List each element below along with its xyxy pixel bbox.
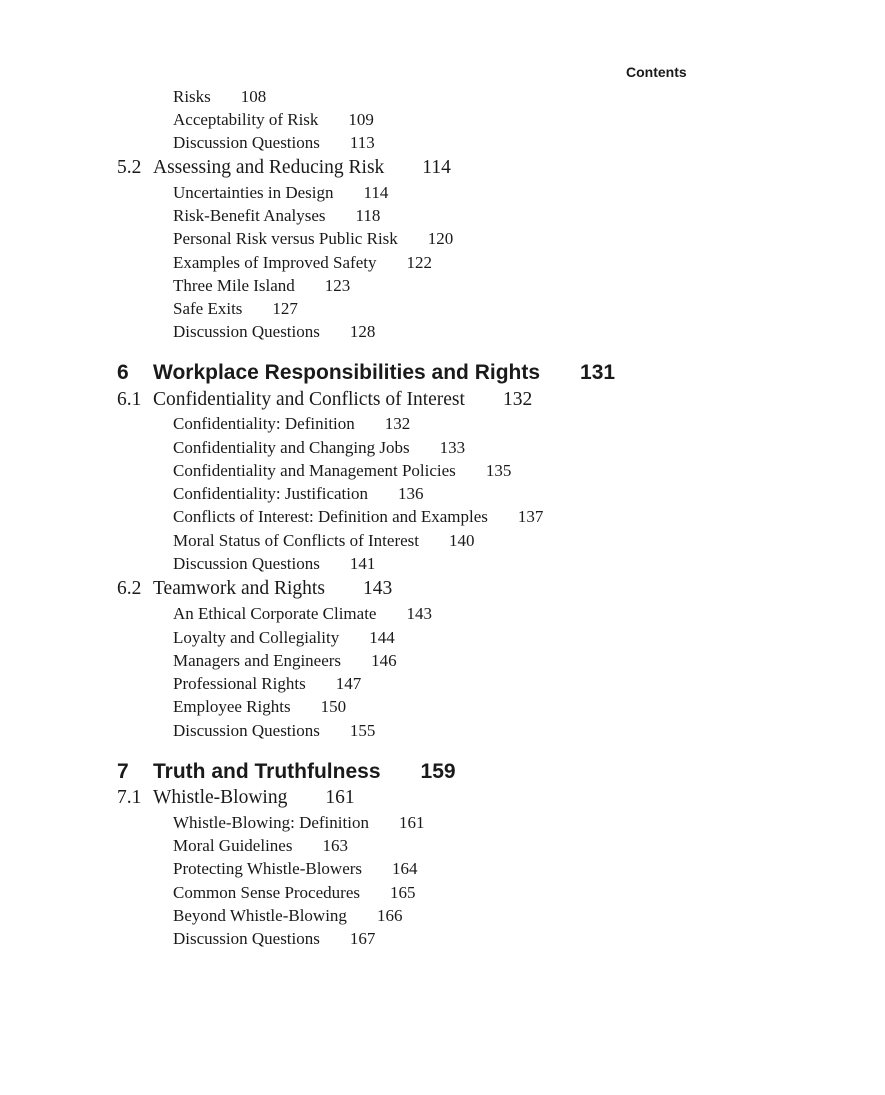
toc-subentry[interactable] (173, 253, 432, 273)
entry-page: 109 (348, 110, 374, 129)
entry-label: Protecting Whistle-Blowers (173, 859, 363, 878)
entry-page: 165 (389, 883, 416, 902)
toc-subentry[interactable] (173, 929, 375, 949)
toc-section[interactable] (117, 157, 451, 179)
toc-subentry[interactable] (173, 906, 402, 926)
toc-chapter[interactable] (117, 361, 615, 385)
toc-subentry[interactable] (173, 229, 453, 249)
entry-page: 123 (324, 276, 351, 295)
toc-subentry[interactable] (173, 674, 361, 694)
entry-page: 159 (420, 760, 456, 783)
entry-label: An Ethical Corporate Climate (173, 604, 377, 623)
entry-page: 133 (439, 438, 466, 457)
entry-page: 127 (272, 299, 298, 318)
entry-label: Three Mile Island (173, 276, 295, 295)
entry-page: 141 (349, 554, 376, 573)
entry-label: Workplace Responsibilities and Rights (153, 361, 541, 384)
chapter-number: 7 (117, 760, 129, 783)
entry-label: Risks (173, 87, 211, 106)
toc-section[interactable] (117, 578, 392, 600)
entry-label: Discussion Questions (173, 721, 320, 740)
toc-subentry[interactable] (173, 414, 410, 434)
section-number: 5.2 (117, 157, 142, 178)
toc-subentry[interactable] (173, 531, 475, 551)
running-head: Contents (626, 64, 687, 80)
toc-subentry[interactable] (173, 322, 375, 342)
entry-page: 128 (349, 322, 376, 341)
entry-label: Employee Rights (173, 697, 291, 716)
section-number: 6.2 (117, 578, 142, 599)
toc-subentry[interactable] (173, 507, 543, 527)
entry-page: 135 (485, 461, 512, 480)
section-number: 7.1 (117, 787, 142, 808)
toc-subentry[interactable] (173, 133, 375, 153)
toc-subentry[interactable] (173, 438, 465, 458)
entry-page: 143 (406, 604, 432, 623)
toc-subentry[interactable] (173, 87, 266, 107)
entry-label: Confidentiality: Definition (173, 414, 355, 433)
entry-page: 137 (517, 507, 544, 526)
toc-subentry[interactable] (173, 276, 350, 296)
toc-subentry[interactable] (173, 484, 424, 504)
toc-subentry[interactable] (173, 836, 348, 856)
entry-page: 161 (325, 787, 355, 808)
entry-label: Truth and Truthfulness (153, 760, 381, 783)
entry-page: 143 (362, 578, 393, 599)
entry-page: 120 (427, 229, 454, 248)
entry-page: 144 (369, 628, 395, 647)
toc-subentry[interactable] (173, 110, 374, 130)
entry-label: Assessing and Reducing Risk (153, 157, 385, 178)
toc-subentry[interactable] (173, 651, 397, 671)
toc-subentry[interactable] (173, 721, 375, 741)
entry-label: Discussion Questions (173, 929, 320, 948)
toc-subentry[interactable] (173, 628, 395, 648)
toc-subentry[interactable] (173, 697, 346, 717)
toc-subentry[interactable] (173, 206, 380, 226)
toc-subentry[interactable] (173, 859, 418, 879)
toc-chapter[interactable] (117, 760, 456, 784)
entry-label: Acceptability of Risk (173, 110, 319, 129)
toc-section[interactable] (117, 787, 355, 809)
toc-subentry[interactable] (173, 813, 424, 833)
entry-label: Moral Guidelines (173, 836, 293, 855)
entry-label: Examples of Improved Safety (173, 253, 377, 272)
entry-label: Confidentiality and Management Policies (173, 461, 456, 480)
entry-page: 140 (449, 531, 475, 550)
toc-section[interactable] (117, 389, 532, 411)
toc-subentry[interactable] (173, 299, 298, 319)
toc-subentry[interactable] (173, 554, 375, 574)
toc-subentry[interactable] (173, 183, 388, 203)
entry-page: 108 (240, 87, 267, 106)
entry-page: 136 (398, 484, 424, 503)
entry-label: Confidentiality: Justification (173, 484, 369, 503)
entry-label: Whistle-Blowing: Definition (173, 813, 369, 832)
entry-label: Professional Rights (173, 674, 306, 693)
entry-page: 166 (376, 906, 403, 925)
entry-page: 155 (349, 721, 376, 740)
entry-page: 118 (355, 206, 381, 225)
entry-page: 147 (335, 674, 362, 693)
entry-page: 122 (406, 253, 432, 272)
entry-page: 164 (392, 859, 418, 878)
chapter-number: 6 (117, 361, 129, 384)
entry-label: Teamwork and Rights (153, 578, 325, 599)
entry-page: 146 (371, 651, 397, 670)
toc-subentry[interactable] (173, 883, 415, 903)
entry-label: Uncertainties in Design (173, 183, 334, 202)
entry-page: 163 (322, 836, 348, 855)
entry-label: Beyond Whistle-Blowing (173, 906, 347, 925)
entry-label: Discussion Questions (173, 322, 320, 341)
entry-page: 114 (422, 157, 451, 178)
entry-label: Safe Exits (173, 299, 243, 318)
entry-page: 150 (320, 697, 347, 716)
entry-label: Discussion Questions (173, 554, 320, 573)
entry-label: Confidentiality and Changing Jobs (173, 438, 410, 457)
entry-label: Risk-Benefit Analyses (173, 206, 326, 225)
entry-page: 132 (502, 389, 533, 410)
entry-page: 131 (580, 361, 616, 384)
entry-page: 132 (384, 414, 411, 433)
entry-label: Whistle-Blowing (153, 787, 288, 808)
entry-page: 167 (349, 929, 376, 948)
toc-subentry[interactable] (173, 604, 432, 624)
entry-page: 161 (398, 813, 425, 832)
entry-label: Personal Risk versus Public Risk (173, 229, 398, 248)
entry-label: Common Sense Procedures (173, 883, 360, 902)
entry-label: Conflicts of Interest: Definition and Examples (173, 507, 488, 526)
toc-subentry[interactable] (173, 461, 511, 481)
entry-page: 113 (349, 133, 375, 152)
entry-label: Discussion Questions (173, 133, 320, 152)
entry-label: Moral Status of Conflicts of Interest (173, 531, 419, 550)
entry-page: 114 (363, 183, 389, 202)
entry-label: Loyalty and Collegiality (173, 628, 340, 647)
entry-label: Managers and Engineers (173, 651, 342, 670)
entry-label: Confidentiality and Conflicts of Interest (153, 389, 465, 410)
section-number: 6.1 (117, 389, 142, 410)
